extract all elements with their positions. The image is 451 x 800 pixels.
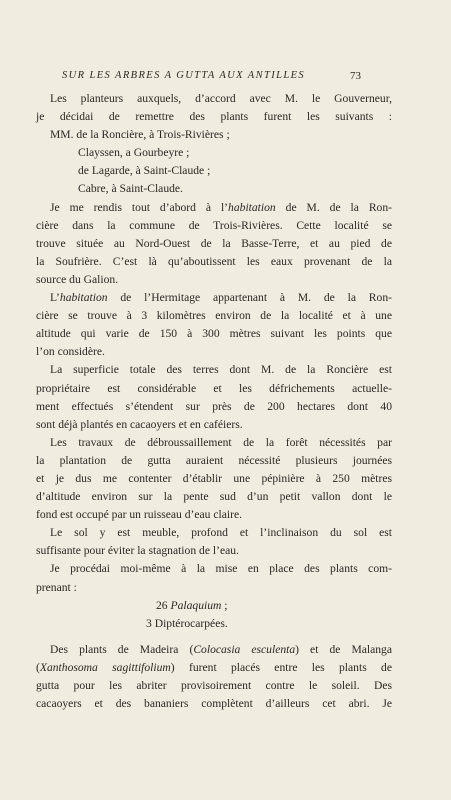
text-line: ment effectués s’étendent sur près de 200 hectares dont 40 — [36, 399, 392, 413]
text-line: MM. de la Roncière, à Trois-Rivières ; — [50, 128, 230, 142]
text-line: la plantation de gutta auraient nécessité plusieurs journées — [36, 453, 392, 467]
text-line: je décidai de remettre des plants furent les suivants : — [36, 110, 392, 124]
text-line: propriétaire est considérable et les défrichements actuelle- — [36, 381, 392, 395]
text-line: 3 Diptérocarpées. — [146, 616, 228, 630]
text-line: l’on considère. — [36, 345, 105, 359]
text-line: prenant : — [36, 580, 77, 594]
text-line: L’habitation de l’Hermitage appartenant à M. de la Ron- — [50, 291, 392, 305]
text-line: 26 Palaquium ; — [156, 598, 228, 612]
text-line: trouve située au Nord-Ouest de la Basse-Terre, et au pied de — [36, 236, 392, 250]
text-line: Les travaux de débroussaillement de la forêt nécessités par — [50, 435, 392, 449]
text-line: cière dans la commune de Trois-Rivières. Cette localité se — [36, 218, 392, 232]
text-line: d’altitude environ sur la pente sud d’un petit vallon dont le — [36, 490, 392, 504]
text-line: source du Galion. — [36, 272, 119, 286]
page-body — [36, 90, 392, 713]
text-line: Les planteurs auxquels, d’accord avec M. le Gouverneur, — [50, 92, 392, 105]
text-line: Clayssen, a Gourbeyre ; — [78, 146, 190, 160]
text-line: altitude qui varie de 150 à 300 mètres suivant les points que — [36, 327, 392, 341]
text-line: Je procédai moi-même à la mise en place des plants com- — [50, 562, 392, 576]
text-line: sont déjà plantés en cacaoyers et en caféiers. — [36, 417, 243, 431]
text-line: Le sol y est meuble, profond et l’inclinaison du sol est — [50, 526, 392, 540]
page-number: 73 — [350, 70, 361, 82]
text-line: gutta pour les abriter provisoirement contre le soleil. Des — [36, 679, 392, 692]
text-line: et je dus me contenter d’établir une pépinière à 250 mètres — [36, 471, 392, 485]
running-title: SUR LES ARBRES A GUTTA AUX ANTILLES — [62, 70, 306, 81]
text-line: Cabre, à Saint-Claude. — [78, 182, 183, 196]
text-line: Des plants de Madeira (Colocasia esculenta) et de Malanga — [50, 642, 392, 656]
text-line: Je me rendis tout d’abord à l’habitation de M. de la Ron- — [50, 200, 393, 214]
text-line: (Xanthosoma sagittifolium) furent placés entre les plants de — [36, 660, 392, 674]
text-line: cière se trouve à 3 kilomètres environ de la localité et à une — [36, 309, 392, 323]
text-line: la Soufrière. C’est là qu’aboutissent les eaux provenant de la — [36, 254, 392, 268]
text-line: La superficie totale des terres dont M. de la Roncière est — [50, 363, 392, 377]
text-line: cacaoyers et des bananiers complètent d’ailleurs cet abri. Je — [36, 697, 392, 711]
text-line: fond est occupé par un ruisseau d’eau claire. — [36, 508, 243, 522]
spacer — [36, 633, 392, 641]
text-line: suffisante pour éviter la stagnation de l’eau. — [36, 544, 239, 558]
text-line: de Lagarde, à Saint-Claude ; — [78, 164, 211, 178]
